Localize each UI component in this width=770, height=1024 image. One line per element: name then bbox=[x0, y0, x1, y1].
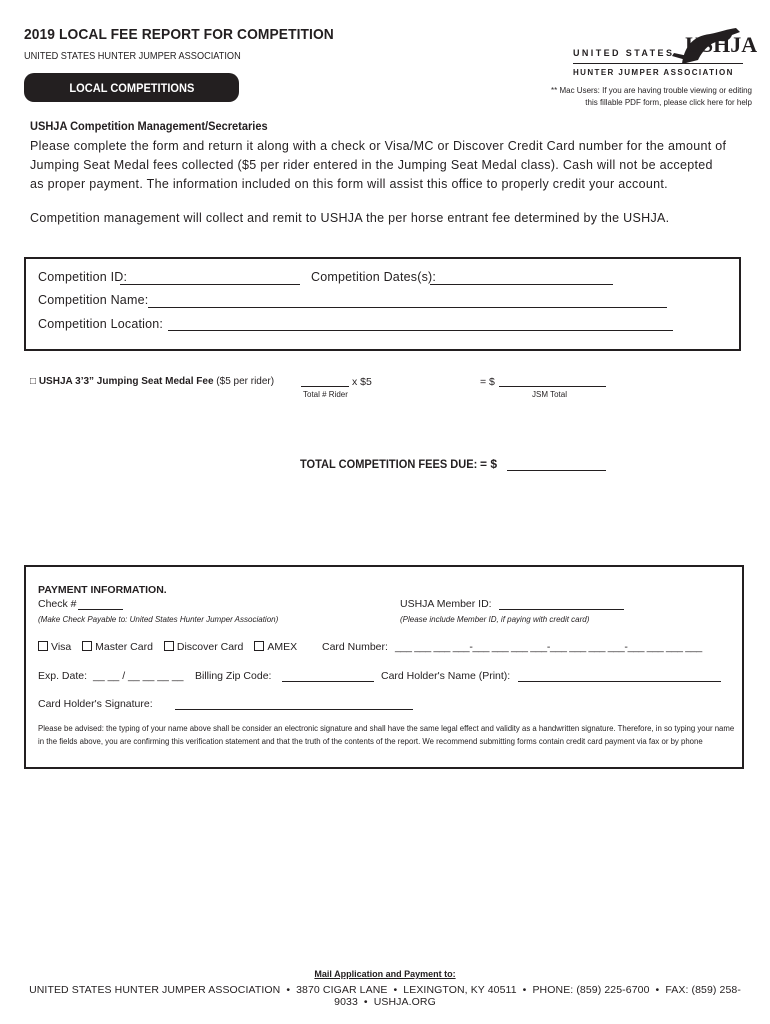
logo-mark: USHJA bbox=[685, 32, 758, 57]
jsm-fee-rate: ($5 per rider) bbox=[216, 376, 275, 387]
amex-checkbox[interactable] bbox=[254, 641, 264, 651]
mastercard-label: Master Card bbox=[95, 641, 153, 653]
intro-paragraph: Please complete the form and return it along with a check or Visa/MC or Discover Credit Card number for the amount of Jumping Seat Medal fees collected ($5 per rider entered in the Jumping Seat Medal class). Cash will not be accepted as proper payment. The information included on this form will assist this office to properly credit your account. bbox=[30, 139, 727, 191]
member-id-label: USHJA Member ID: bbox=[400, 598, 492, 610]
check-payable-note: (Make Check Payable to: United States Hunter Jumper Association) bbox=[38, 615, 279, 624]
competition-id-field[interactable] bbox=[120, 284, 300, 285]
jsm-checkbox[interactable]: □ bbox=[30, 376, 37, 387]
visa-label: Visa bbox=[51, 641, 72, 653]
footer-separator: • bbox=[522, 984, 527, 996]
member-id-field[interactable] bbox=[499, 609, 624, 610]
competition-location-field[interactable] bbox=[168, 330, 673, 331]
footer-street: 3870 CIGAR LANE bbox=[296, 984, 388, 996]
zip-code-label: Billing Zip Code: bbox=[195, 670, 272, 682]
jsm-fee-label: USHJA 3’3” Jumping Seat Medal Fee bbox=[38, 376, 214, 387]
card-type-options bbox=[38, 641, 297, 653]
logo-line-2: HUNTER JUMPER ASSOCIATION bbox=[573, 68, 734, 77]
footer-separator: • bbox=[655, 984, 660, 996]
footer-separator: • bbox=[286, 984, 291, 996]
jsm-fee-row bbox=[30, 376, 274, 387]
jsm-total-equals: = $ bbox=[480, 376, 495, 388]
card-option-amex[interactable] bbox=[254, 641, 297, 653]
card-holder-name-label: Card Holder's Name (Print): bbox=[381, 670, 511, 682]
footer-fax: FAX: (859) 258-9033 bbox=[334, 984, 741, 1008]
footer-website-link[interactable]: USHJA.ORG bbox=[373, 996, 436, 1008]
total-riders-caption: Total # Rider bbox=[303, 390, 348, 399]
logo-line-1: UNITED STATES bbox=[573, 48, 675, 58]
check-number-field[interactable] bbox=[78, 609, 123, 610]
footer-separator: • bbox=[393, 984, 398, 996]
form-title: 2019 LOCAL FEE REPORT FOR COMPETITION bbox=[24, 26, 334, 43]
card-option-mastercard[interactable] bbox=[82, 641, 153, 653]
footer-address bbox=[0, 984, 770, 1008]
intro-heading: USHJA Competition Management/Secretaries bbox=[30, 119, 268, 133]
card-holder-name-field[interactable] bbox=[518, 681, 721, 682]
competition-id-label: Competition ID: bbox=[38, 270, 128, 284]
exp-date-label: Exp. Date: bbox=[38, 670, 88, 682]
visa-checkbox[interactable] bbox=[38, 641, 48, 651]
intro-note: Competition management will collect and remit to USHJA the per horse entrant fee determined by the USHJA. bbox=[30, 211, 670, 225]
competition-dates-label: Competition Dates(s): bbox=[311, 270, 437, 284]
exp-date-field[interactable]: __ __ / __ __ __ __ bbox=[93, 670, 184, 682]
competition-name-field[interactable] bbox=[148, 307, 667, 308]
competition-dates-field[interactable] bbox=[430, 284, 613, 285]
total-fees-field[interactable] bbox=[507, 470, 606, 471]
discover-label: Discover Card bbox=[176, 641, 244, 653]
logo-divider bbox=[573, 63, 743, 64]
mail-to-label: Mail Application and Payment to: bbox=[314, 969, 456, 979]
competition-location-label: Competition Location: bbox=[38, 317, 164, 331]
footer-separator: • bbox=[363, 996, 368, 1008]
banner-label: LOCAL COMPETITIONS bbox=[69, 80, 194, 95]
e-signature-disclaimer: Please be advised: the typing of your name above shall be consider an electronic signature and shall have the same legal effect and validity as a handwritten signature. Therefore, in so typing your name in the fields above, you are confirming this verification statement and that the truth of the contents of the report. We recommend submitting forms contain credit card payment via fax or by phone bbox=[38, 724, 735, 746]
jsm-total-caption: JSM Total bbox=[532, 390, 567, 399]
card-option-discover[interactable] bbox=[164, 641, 244, 653]
jsm-multiplier: x $5 bbox=[352, 376, 372, 388]
discover-checkbox[interactable] bbox=[164, 641, 174, 651]
total-fees-equals: = $ bbox=[480, 457, 498, 471]
total-fees-label: TOTAL COMPETITION FEES DUE: bbox=[300, 457, 478, 471]
card-number-label: Card Number: bbox=[322, 641, 388, 653]
jsm-total-field[interactable] bbox=[499, 386, 606, 387]
local-competitions-banner bbox=[24, 73, 239, 102]
ushja-logo bbox=[570, 26, 758, 84]
signature-label: Card Holder's Signature: bbox=[38, 698, 153, 710]
organization-subtitle: UNITED STATES HUNTER JUMPER ASSOCIATION bbox=[24, 51, 241, 62]
mastercard-checkbox[interactable] bbox=[82, 641, 92, 651]
footer-city: LEXINGTON, KY 40511 bbox=[403, 984, 517, 996]
signature-field[interactable] bbox=[175, 709, 413, 710]
total-riders-field[interactable] bbox=[301, 386, 349, 387]
footer-phone: PHONE: (859) 225-6700 bbox=[532, 984, 650, 996]
zip-code-field[interactable] bbox=[282, 681, 374, 682]
card-option-visa[interactable] bbox=[38, 641, 71, 653]
member-id-note: (Please include Member ID, if paying with credit card) bbox=[400, 615, 590, 624]
check-number-label: Check # bbox=[38, 598, 77, 610]
payment-heading: PAYMENT INFORMATION. bbox=[38, 584, 167, 596]
card-number-field[interactable]: ___ ___ ___ ___-___ ___ ___ ___-___ ___ ___ ___-___ ___ ___ ___ bbox=[395, 641, 702, 653]
competition-name-label: Competition Name: bbox=[38, 293, 149, 307]
footer-org: UNITED STATES HUNTER JUMPER ASSOCIATION bbox=[29, 984, 281, 996]
mac-users-help-link[interactable]: ** Mac Users: If you are having trouble viewing or editing this fillable PDF form, please click here for help bbox=[551, 86, 752, 107]
amex-label: AMEX bbox=[267, 641, 298, 653]
